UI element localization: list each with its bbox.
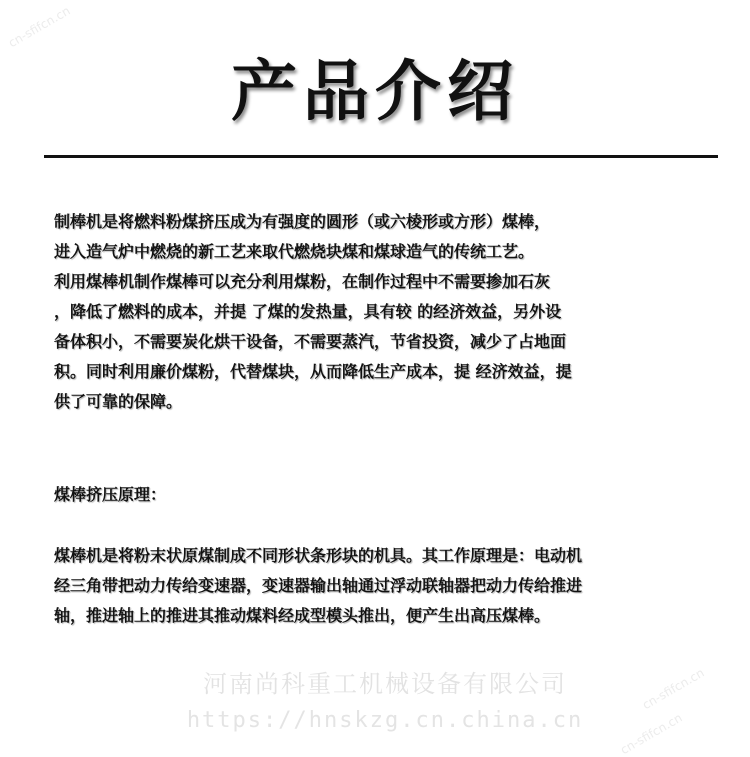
principle-line: 轴，推进轴上的推进其推动煤料经成型模头推出，便产生出高压煤棒。 bbox=[54, 606, 551, 625]
intro-line: ，降低了燃料的成本，并提 了煤的发热量，具有较 的经济效益，另外设 bbox=[54, 302, 562, 321]
intro-line: 利用煤棒机制作煤棒可以充分利用煤粉，在制作过程中不需要掺加石灰 bbox=[54, 272, 551, 291]
principle-line: 煤棒机是将粉末状原煤制成不同形状条形块的机具。其工作原理是：电动机 bbox=[54, 546, 583, 565]
watermark-top-left: cn-sfifcn.cn bbox=[6, 3, 73, 51]
section-heading bbox=[54, 480, 704, 510]
watermark-bottom-right-2: cn-sfifcn.cn bbox=[618, 710, 685, 757]
footer-company-name: 河南尚科重工机械设备有限公司 bbox=[203, 670, 567, 698]
watermark-bottom-right: cn-sfifcn.cn bbox=[640, 665, 707, 713]
footer-url: https://hnskzg.cn.china.cn bbox=[186, 708, 584, 733]
principle-paragraph bbox=[54, 541, 704, 631]
section-heading-text: 煤棒挤压原理： bbox=[54, 485, 167, 504]
intro-line: 进入造气炉中燃烧的新工艺来取代燃烧块煤和煤球造气的传统工艺。 bbox=[54, 242, 535, 261]
principle-line: 经三角带把动力传给变速器，变速器输出轴通过浮动联轴器把动力传给推进 bbox=[54, 576, 583, 595]
page-title: 产品介绍 bbox=[231, 53, 519, 130]
intro-line: 备体积小，不需要炭化烘干设备，不需要蒸汽，节省投资，减少了占地面 bbox=[54, 332, 567, 351]
intro-paragraph bbox=[54, 207, 704, 417]
title-divider bbox=[44, 155, 718, 158]
intro-line: 供了可靠的保障。 bbox=[54, 392, 183, 411]
intro-line: 积。同时利用廉价煤粉，代替煤块，从而降低生产成本，提 经济效益，提 bbox=[54, 362, 572, 381]
intro-line: 制棒机是将燃料粉煤挤压成为有强度的圆形（或六棱形或方形）煤棒， bbox=[54, 212, 551, 231]
